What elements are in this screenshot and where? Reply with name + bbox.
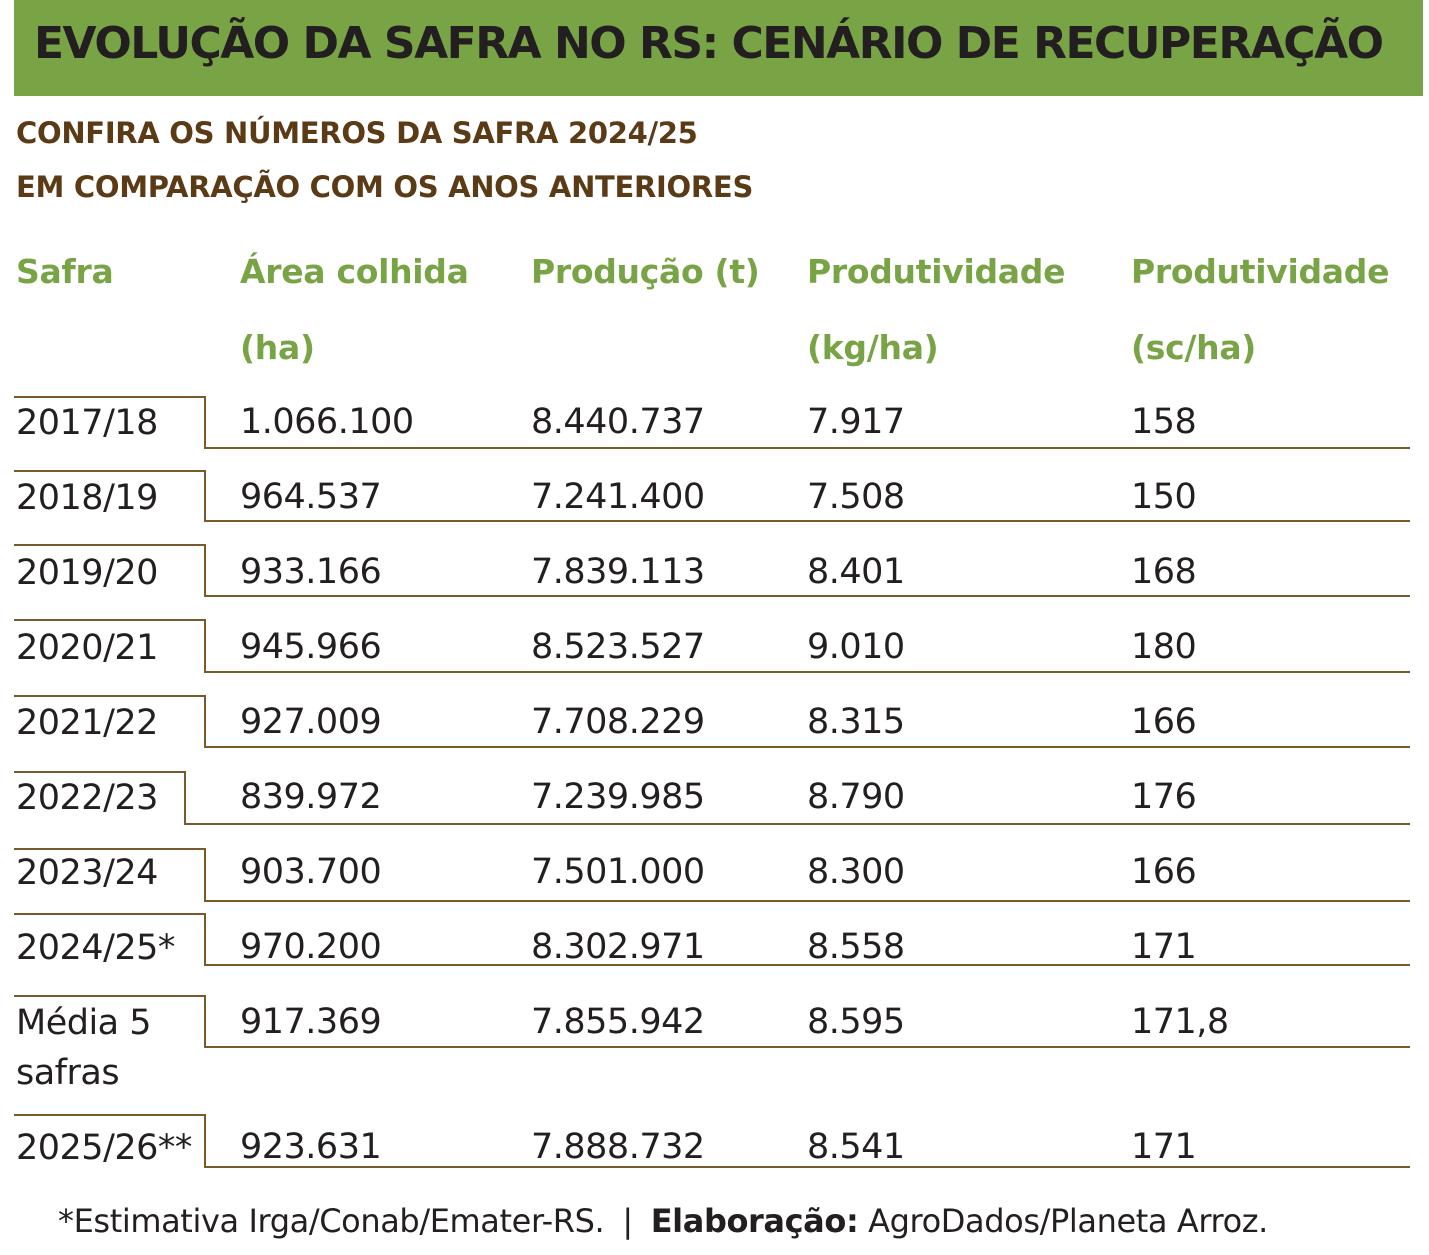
row-rule	[14, 696, 1410, 747]
cell-area: 839.972	[240, 777, 382, 817]
cell-safra: 2021/22	[16, 703, 158, 743]
cell-area: 917.369	[240, 1002, 382, 1042]
cell-safra: 2019/20	[16, 553, 158, 593]
row-rule	[14, 849, 1410, 901]
cell-area: 933.166	[240, 552, 382, 592]
cell-sc-ha: 166	[1131, 702, 1197, 742]
footer-label: Elaboração:	[650, 1202, 859, 1240]
cell-producao: 7.839.113	[531, 552, 705, 592]
header-sc-ha-line1: Produtividade	[1131, 252, 1390, 291]
header-producao: Produção (t)	[531, 252, 760, 291]
header-kg-ha-line2: (kg/ha)	[807, 328, 939, 367]
cell-sc-ha: 176	[1131, 777, 1197, 817]
cell-safra: 2023/24	[16, 853, 158, 893]
cell-producao: 8.523.527	[531, 627, 705, 667]
cell-sc-ha: 180	[1131, 627, 1197, 667]
row-rule	[14, 620, 1410, 672]
cell-area: 970.200	[240, 927, 382, 967]
cell-sc-ha: 171	[1131, 1127, 1197, 1167]
row-rule	[14, 397, 1410, 448]
cell-safra: 2017/18	[16, 403, 158, 443]
cell-producao: 7.501.000	[531, 852, 705, 892]
cell-sc-ha: 171,8	[1131, 1002, 1229, 1042]
cell-sc-ha: 166	[1131, 852, 1197, 892]
subtitle-line-2: EM COMPARAÇÃO COM OS ANOS ANTERIORES	[16, 170, 754, 204]
cell-producao: 8.302.971	[531, 927, 705, 967]
cell-kg-ha: 9.010	[807, 627, 905, 667]
cell-producao: 8.440.737	[531, 402, 705, 442]
cell-producao: 7.239.985	[531, 777, 705, 817]
cell-kg-ha: 7.508	[807, 477, 905, 517]
cell-kg-ha: 8.790	[807, 777, 905, 817]
header-sc-ha-line2: (sc/ha)	[1131, 328, 1257, 367]
cell-producao: 7.855.942	[531, 1002, 705, 1042]
cell-kg-ha: 8.541	[807, 1127, 905, 1167]
cell-area: 923.631	[240, 1127, 382, 1167]
cell-kg-ha: 8.300	[807, 852, 905, 892]
cell-area: 945.966	[240, 627, 382, 667]
cell-kg-ha: 8.558	[807, 927, 905, 967]
cell-sc-ha: 168	[1131, 552, 1197, 592]
header-safra: Safra	[16, 252, 114, 291]
row-rule	[14, 545, 1410, 596]
cell-safra: 2024/25*	[16, 928, 175, 968]
cell-safra: 2025/26**	[16, 1128, 192, 1168]
cell-sc-ha: 171	[1131, 927, 1197, 967]
cell-producao: 7.888.732	[531, 1127, 705, 1167]
header-kg-ha-line1: Produtividade	[807, 252, 1066, 291]
footer-estimate: *Estimativa Irga/Conab/Emater-RS.	[58, 1202, 605, 1240]
cell-sc-ha: 150	[1131, 477, 1197, 517]
cell-area: 903.700	[240, 852, 382, 892]
cell-kg-ha: 8.401	[807, 552, 905, 592]
row-rule	[14, 471, 1410, 521]
footer-separator: |	[622, 1202, 633, 1240]
cell-area: 1.066.100	[240, 402, 414, 442]
header-area-line2: (ha)	[240, 328, 315, 367]
row-rule	[14, 1115, 1410, 1167]
footer-credit: AgroDados/Planeta Arroz.	[868, 1202, 1268, 1240]
cell-producao: 7.708.229	[531, 702, 705, 742]
cell-safra: 2018/19	[16, 478, 158, 518]
header-area-line1: Área colhida	[240, 252, 469, 291]
cell-safra: 2022/23	[16, 778, 158, 818]
subtitle-line-1: CONFIRA OS NÚMEROS DA SAFRA 2024/25	[16, 116, 698, 150]
footer-note	[58, 1202, 1268, 1240]
cell-kg-ha: 8.315	[807, 702, 905, 742]
row-rule	[14, 914, 1410, 965]
cell-area: 964.537	[240, 477, 382, 517]
cell-area: 927.009	[240, 702, 382, 742]
cell-producao: 7.241.400	[531, 477, 705, 517]
row-rule	[14, 772, 1410, 824]
cell-sc-ha: 158	[1131, 402, 1197, 442]
cell-safra: Média 5 safras	[16, 1003, 152, 1093]
cell-kg-ha: 7.917	[807, 402, 905, 442]
cell-kg-ha: 8.595	[807, 1002, 905, 1042]
cell-safra: 2020/21	[16, 628, 158, 668]
page-title: EVOLUÇÃO DA SAFRA NO RS: CENÁRIO DE RECUPERAÇÃO	[34, 18, 1383, 69]
